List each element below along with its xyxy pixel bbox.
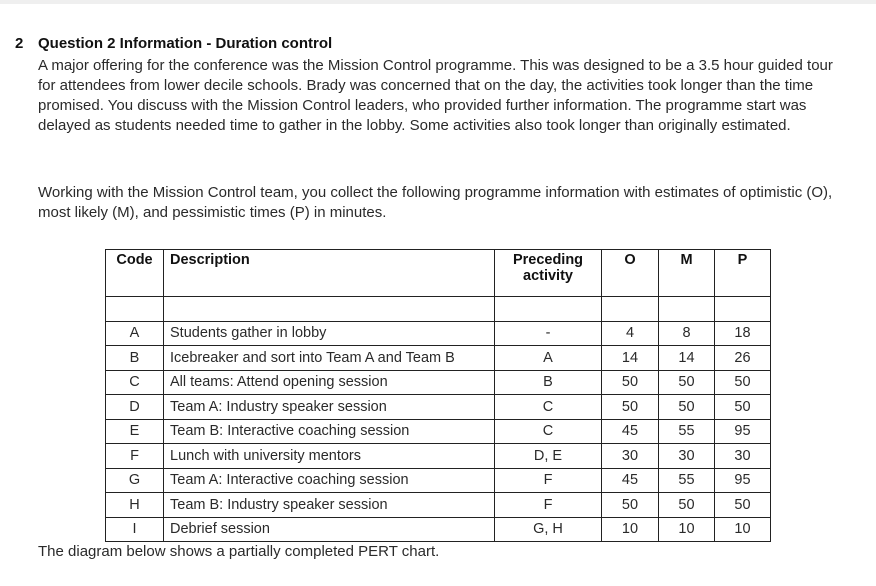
question-number: 2 bbox=[15, 35, 24, 52]
intro-paragraph: A major offering for the conference was the Mission Control programme. This was designed to be a 3.5 hour guided tour for attendees from lower decile schools. Brady was concerned that on the day, the activities took longer than the time promised. You discuss with the Mission Control leaders, who provided further information. The programme start was delayed as students needed time to gather in the lobby. Some activities also took longer than originally estimated. bbox=[38, 57, 833, 134]
cell-preceding: A bbox=[495, 346, 602, 371]
cell-pessimistic: 10 bbox=[715, 517, 771, 542]
cell-optimistic: 50 bbox=[602, 370, 659, 395]
cell-optimistic: 50 bbox=[602, 493, 659, 518]
table-row bbox=[106, 395, 771, 420]
cell-description: Lunch with university mentors bbox=[164, 444, 495, 469]
cell-preceding: F bbox=[495, 493, 602, 518]
header-preceding-line1: Preceding bbox=[512, 252, 584, 268]
cell-optimistic: 45 bbox=[602, 468, 659, 493]
table-row bbox=[106, 517, 771, 542]
table-row bbox=[106, 493, 771, 518]
gap-cell bbox=[164, 297, 495, 322]
table-row bbox=[106, 346, 771, 371]
question-title: Question 2 Information - Duration control bbox=[38, 35, 333, 52]
header-gap bbox=[106, 297, 771, 322]
cell-preceding: C bbox=[495, 419, 602, 444]
header-code: Code bbox=[106, 250, 164, 297]
gap-cell bbox=[495, 297, 602, 322]
cell-description: Debrief session bbox=[164, 517, 495, 542]
cell-preceding: C bbox=[495, 395, 602, 420]
header-pessimistic: P bbox=[715, 250, 771, 297]
cell-most-likely: 50 bbox=[659, 370, 715, 395]
top-divider bbox=[0, 0, 876, 4]
cell-most-likely: 14 bbox=[659, 346, 715, 371]
cell-code: F bbox=[106, 444, 164, 469]
cell-most-likely: 10 bbox=[659, 517, 715, 542]
cell-code: G bbox=[106, 468, 164, 493]
table-row bbox=[106, 321, 771, 346]
header-preceding bbox=[495, 250, 602, 297]
cell-optimistic: 14 bbox=[602, 346, 659, 371]
cell-optimistic: 50 bbox=[602, 395, 659, 420]
cell-code: B bbox=[106, 346, 164, 371]
header-optimistic: O bbox=[602, 250, 659, 297]
cell-pessimistic: 95 bbox=[715, 468, 771, 493]
gap-cell bbox=[602, 297, 659, 322]
cell-pessimistic: 50 bbox=[715, 493, 771, 518]
table-body bbox=[106, 321, 771, 542]
gap-cell bbox=[715, 297, 771, 322]
cell-description: Icebreaker and sort into Team A and Team B bbox=[164, 346, 495, 371]
cell-pessimistic: 50 bbox=[715, 395, 771, 420]
cell-pessimistic: 95 bbox=[715, 419, 771, 444]
cell-description: Team B: Interactive coaching session bbox=[164, 419, 495, 444]
cell-optimistic: 30 bbox=[602, 444, 659, 469]
cell-most-likely: 55 bbox=[659, 468, 715, 493]
cell-preceding: F bbox=[495, 468, 602, 493]
cell-description: Team B: Industry speaker session bbox=[164, 493, 495, 518]
pert-note: The diagram below shows a partially completed PERT chart. bbox=[38, 543, 440, 560]
cell-description: Team A: Industry speaker session bbox=[164, 395, 495, 420]
cell-pessimistic: 30 bbox=[715, 444, 771, 469]
cell-most-likely: 50 bbox=[659, 493, 715, 518]
cell-code: D bbox=[106, 395, 164, 420]
cell-code: H bbox=[106, 493, 164, 518]
table-row bbox=[106, 468, 771, 493]
gap-cell bbox=[659, 297, 715, 322]
cell-preceding: D, E bbox=[495, 444, 602, 469]
header-preceding-line2: activity bbox=[523, 268, 573, 284]
cell-optimistic: 45 bbox=[602, 419, 659, 444]
cell-preceding: B bbox=[495, 370, 602, 395]
cell-pessimistic: 26 bbox=[715, 346, 771, 371]
table-header-row bbox=[106, 250, 771, 297]
table-row bbox=[106, 444, 771, 469]
cell-most-likely: 8 bbox=[659, 321, 715, 346]
cell-preceding: - bbox=[495, 321, 602, 346]
table-row bbox=[106, 370, 771, 395]
table-row bbox=[106, 419, 771, 444]
cell-code: A bbox=[106, 321, 164, 346]
cell-optimistic: 10 bbox=[602, 517, 659, 542]
cell-code: C bbox=[106, 370, 164, 395]
cell-code: E bbox=[106, 419, 164, 444]
cell-optimistic: 4 bbox=[602, 321, 659, 346]
cell-pessimistic: 50 bbox=[715, 370, 771, 395]
cell-code: I bbox=[106, 517, 164, 542]
cell-preceding: G, H bbox=[495, 517, 602, 542]
cell-description: Students gather in lobby bbox=[164, 321, 495, 346]
estimates-paragraph: Working with the Mission Control team, you collect the following programme information with estimates of optimistic (O), most likely (M), and pessimistic times (P) in minutes. bbox=[38, 184, 833, 221]
cell-description: Team A: Interactive coaching session bbox=[164, 468, 495, 493]
cell-pessimistic: 18 bbox=[715, 321, 771, 346]
cell-most-likely: 50 bbox=[659, 395, 715, 420]
gap-cell bbox=[106, 297, 164, 322]
header-description: Description bbox=[164, 250, 495, 297]
header-most-likely: M bbox=[659, 250, 715, 297]
cell-most-likely: 55 bbox=[659, 419, 715, 444]
programme-table bbox=[105, 249, 771, 542]
cell-description: All teams: Attend opening session bbox=[164, 370, 495, 395]
cell-most-likely: 30 bbox=[659, 444, 715, 469]
